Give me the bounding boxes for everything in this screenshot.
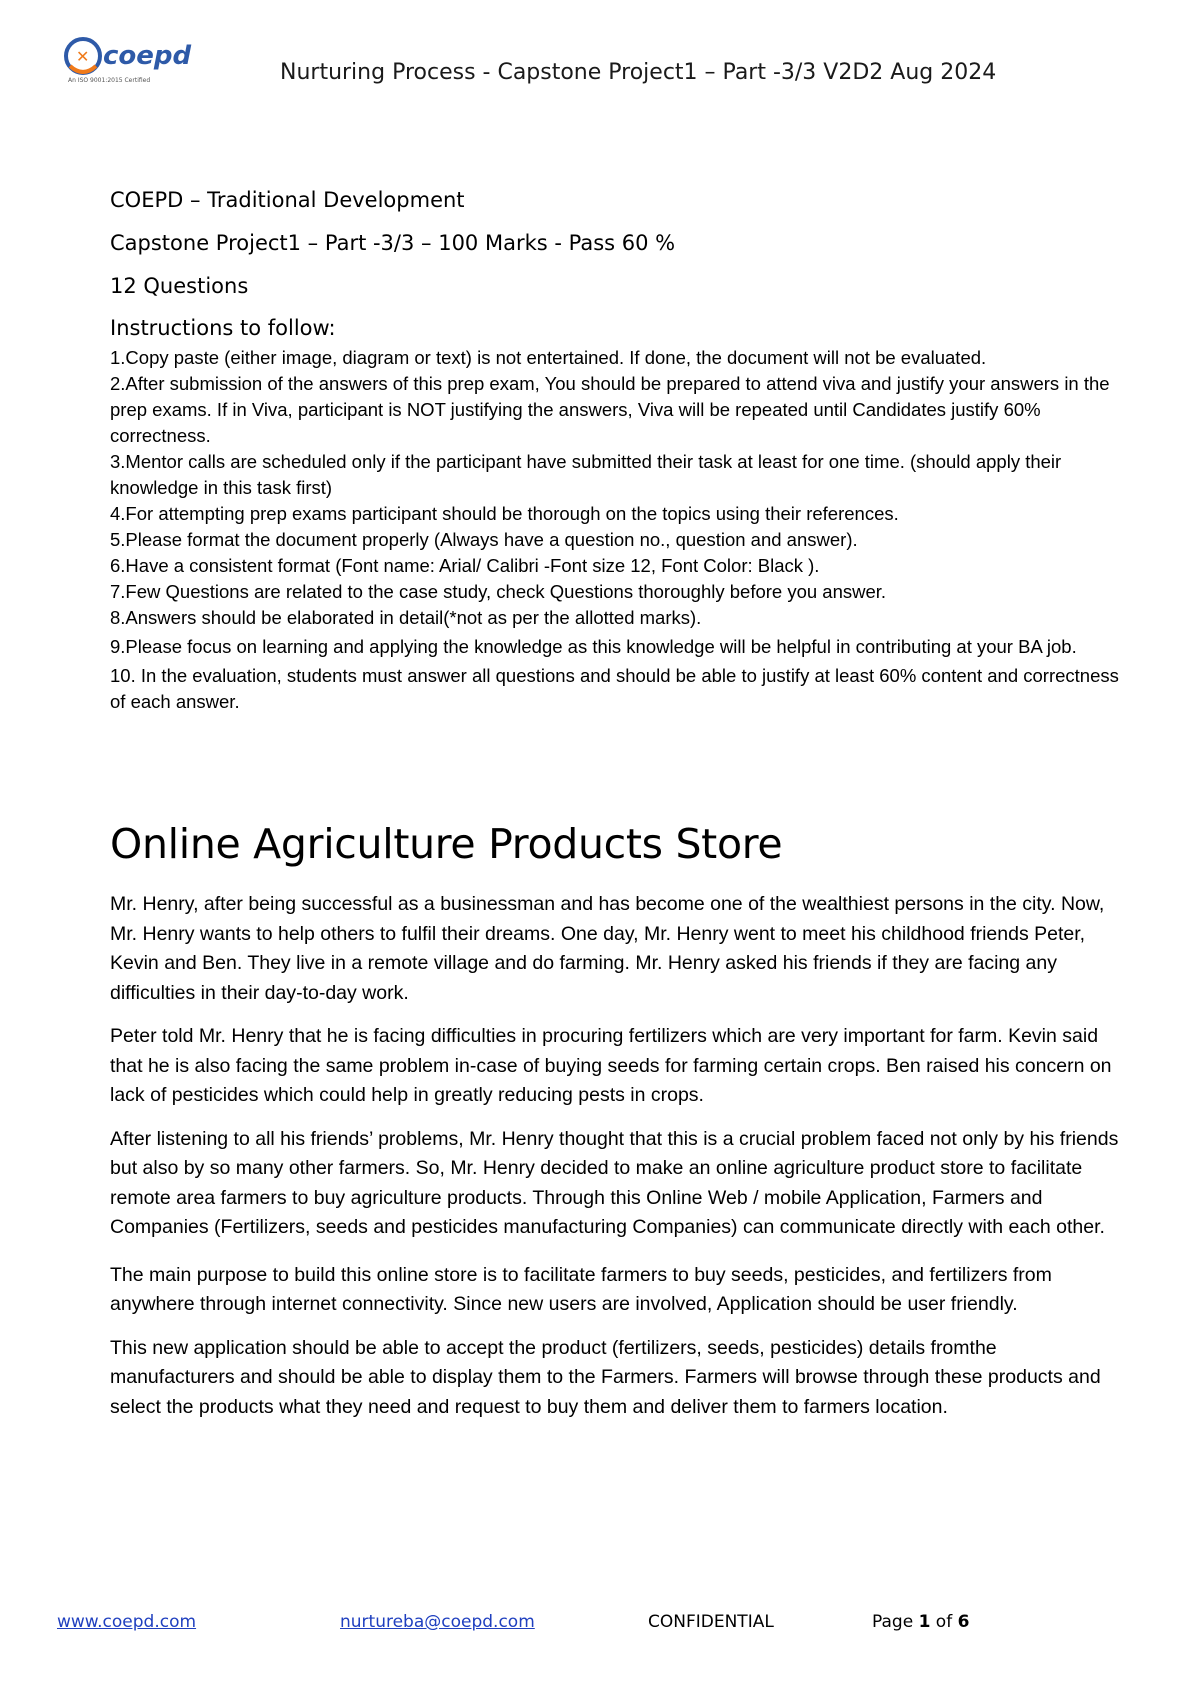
page-prefix: Page bbox=[872, 1612, 919, 1632]
instructions-heading: Instructions to follow: bbox=[110, 316, 336, 340]
instruction-item: 9.Please focus on learning and applying the knowledge as this knowledge will be helpful in contributing at your BA job. bbox=[110, 636, 1077, 657]
page-of: of bbox=[930, 1612, 958, 1632]
project-marks: Capstone Project1 – Part -3/3 – 100 Marks - Pass 60 % bbox=[110, 231, 676, 255]
question-count: 12 Questions bbox=[110, 274, 249, 298]
case-study-title: Online Agriculture Products Store bbox=[110, 820, 783, 868]
instructions-list bbox=[110, 345, 1120, 715]
instruction-item: 4.For attempting prep exams participant should be thorough on the topics using their references. bbox=[110, 503, 899, 524]
case-paragraph: After listening to all his friends’ problems, Mr. Henry thought that this is a crucial problem faced not only by his friends but also by so many other farmers. So, Mr. Henry decided to make an online agriculture product store to facilitate remote area farmers to buy agriculture products. Through this Online Web / mobile Application, Farmers and Companies (Fertilizers, seeds and pesticides manufacturing Companies) can communicate directly with each other. bbox=[110, 1127, 1119, 1238]
instruction-item: 7.Few Questions are related to the case study, check Questions thoroughly before you answer. bbox=[110, 581, 887, 602]
logo-subtext: An ISO 9001:2015 Certified bbox=[68, 77, 151, 84]
case-paragraph: This new application should be able to accept the product (fertilizers, seeds, pesticides) details fromthe manufacturers and should be able to display them to the Farmers. Farmers will browse through these products and select the products what they need and request to buy them and deliver them to farmers location. bbox=[110, 1336, 1101, 1418]
case-paragraph: Mr. Henry, after being successful as a businessman and has become one of the wealthiest persons in the city. Now, Mr. Henry wants to help others to fulfil their dreams. One day, Mr. Henry went to meet his childhood friends Peter, Kevin and Ben. They live in a remote village and do farming. Mr. Henry asked his friends if they are facing any difficulties in their day-to-day work. bbox=[110, 893, 1105, 1004]
instruction-item: 6.Have a consistent format (Font name: Arial/ Calibri -Font size 12, Font Color: Black ). bbox=[110, 555, 820, 576]
case-paragraph: Peter told Mr. Henry that he is facing difficulties in procuring fertilizers which are very important for farm. Kevin said that he is also facing the same problem in-case of buying seeds for farming certain crops. Ben raised his concern on lack of pesticides which could help in greatly reducing pests in crops. bbox=[110, 1025, 1112, 1106]
instruction-item: 5.Please format the document properly (Always have a question no., question and answer). bbox=[110, 529, 858, 550]
case-study bbox=[110, 820, 1120, 1436]
document-meta bbox=[110, 186, 1120, 715]
instruction-item: 3.Mentor calls are scheduled only if the participant have submitted their task at least for one time. (should apply their knowledge in this task first) bbox=[110, 451, 1062, 498]
page-footer bbox=[0, 1612, 1200, 1642]
page-total: 6 bbox=[957, 1612, 970, 1632]
instruction-item: 1.Copy paste (either image, diagram or text) is not entertained. If done, the document will not be evaluated. bbox=[110, 347, 987, 368]
instruction-item: 2.After submission of the answers of this prep exam, You should be prepared to attend viva and justify your answers in the prep exams. If in Viva, participant is NOT justifying the answers, Viva will be repeated until Candidates justify 60% correctness. bbox=[110, 373, 1110, 446]
email-link[interactable]: nurtureba@coepd.com bbox=[340, 1612, 535, 1632]
svg-text:✕: ✕ bbox=[76, 47, 90, 66]
instruction-item: 8.Answers should be elaborated in detail(*not as per the allotted marks). bbox=[110, 607, 702, 628]
website-link[interactable]: www.coepd.com bbox=[57, 1612, 197, 1632]
page-header bbox=[0, 0, 1200, 110]
confidential-label: CONFIDENTIAL bbox=[648, 1612, 774, 1632]
logo-wordmark: coepd bbox=[103, 41, 192, 71]
coepd-logo bbox=[62, 36, 212, 86]
page-current: 1 bbox=[918, 1612, 931, 1632]
program-title: COEPD – Traditional Development bbox=[110, 188, 465, 212]
instruction-item: 10. In the evaluation, students must answer all questions and should be able to justify at least 60% content and correctness of each answer. bbox=[110, 665, 1119, 712]
page-number bbox=[872, 1612, 969, 1632]
header-title: Nurturing Process - Capstone Project1 – Part -3/3 V2D2 Aug 2024 bbox=[280, 60, 997, 85]
case-paragraph: The main purpose to build this online store is to facilitate farmers to buy seeds, pesticides, and fertilizers from anywhere through internet connectivity. Since new users are involved, Application should be user friendly. bbox=[110, 1263, 1052, 1315]
